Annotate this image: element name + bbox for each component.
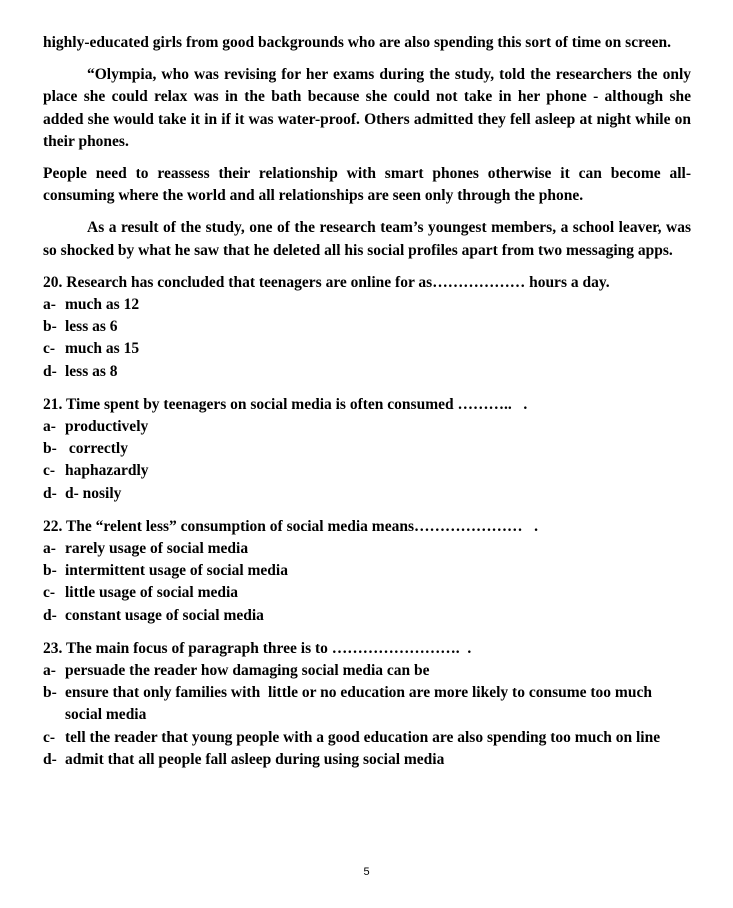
option-letter: c- xyxy=(43,462,56,480)
option-text: little usage of social media xyxy=(65,584,239,602)
question-21 xyxy=(43,394,691,505)
option-text: less as 8 xyxy=(65,362,118,380)
option-a xyxy=(43,538,691,560)
paragraph-4: As a result of the study, one of the research team’s youngest members, a school leaver, was so shocked by what he saw that he deleted all his social profiles apart from two messaging apps. xyxy=(43,219,691,259)
option-letter: c- xyxy=(43,728,56,746)
option-letter: b- xyxy=(43,684,57,702)
option-a xyxy=(43,294,691,316)
option-text: rarely usage of social media xyxy=(65,540,249,558)
option-text: ensure that only families with little or no education are more likely to consume too much social media xyxy=(65,684,656,724)
option-d xyxy=(43,483,691,505)
option-text: less as 6 xyxy=(65,318,118,336)
option-letter: d- xyxy=(43,484,57,502)
question-text: 20. Research has concluded that teenagers are online for as……………… hours a day. xyxy=(43,273,610,291)
option-c xyxy=(43,727,691,749)
question-23 xyxy=(43,638,691,771)
option-b xyxy=(43,682,691,726)
question-20 xyxy=(43,272,691,383)
page-number: 5 xyxy=(363,866,370,878)
question-text: 21. Time spent by teenagers on social media is often consumed ……….. . xyxy=(43,395,528,413)
option-text: much as 15 xyxy=(65,340,140,358)
option-b xyxy=(43,560,691,582)
option-letter: b- xyxy=(43,562,57,580)
option-text: tell the reader that young people with a good education are also spending too much on line xyxy=(65,728,661,746)
option-a xyxy=(43,660,691,682)
option-letter: c- xyxy=(43,584,56,602)
option-letter: c- xyxy=(43,340,56,358)
question-text: 23. The main focus of paragraph three is to ……………………. . xyxy=(43,639,472,657)
option-letter: d- xyxy=(43,750,57,768)
question-22 xyxy=(43,516,691,627)
document-page xyxy=(43,32,691,782)
option-text: haphazardly xyxy=(65,462,149,480)
paragraph-1: highly-educated girls from good backgrounds who are also spending this sort of time on screen. xyxy=(43,34,671,51)
option-b xyxy=(43,438,691,460)
option-letter: d- xyxy=(43,606,57,624)
option-d xyxy=(43,605,691,627)
option-a xyxy=(43,416,691,438)
paragraph-2: “Olympia, who was revising for her exams during the study, told the researchers the only place she could relax was in the bath because she could not take in her phone - although she added she would take it in if it was water-proof. Others admitted they fell asleep at night while on their phones. xyxy=(43,66,691,150)
option-text: correctly xyxy=(65,440,128,458)
option-letter: b- xyxy=(43,440,57,458)
option-letter: a- xyxy=(43,540,56,558)
option-c xyxy=(43,582,691,604)
option-text: intermittent usage of social media xyxy=(65,562,288,580)
option-letter: a- xyxy=(43,296,56,314)
option-c xyxy=(43,460,691,482)
option-c xyxy=(43,338,691,360)
option-letter: a- xyxy=(43,418,56,436)
question-text: 22. The “relent less” consumption of social media means………………… . xyxy=(43,517,539,535)
option-d xyxy=(43,361,691,383)
option-letter: b- xyxy=(43,318,57,336)
option-letter: a- xyxy=(43,662,56,680)
option-text: persuade the reader how damaging social media can be xyxy=(65,662,430,680)
option-letter: d- xyxy=(43,362,57,380)
option-text: constant usage of social media xyxy=(65,606,264,624)
option-text: much as 12 xyxy=(65,296,140,314)
option-text: admit that all people fall asleep during using social media xyxy=(65,750,445,768)
paragraph-3: People need to reassess their relationship with smart phones otherwise it can become all-consuming where the world and all relationships are seen only through the phone. xyxy=(43,165,691,205)
option-d xyxy=(43,749,691,771)
option-text: d- nosily xyxy=(65,484,122,502)
option-text: productively xyxy=(65,418,149,436)
option-b xyxy=(43,316,691,338)
